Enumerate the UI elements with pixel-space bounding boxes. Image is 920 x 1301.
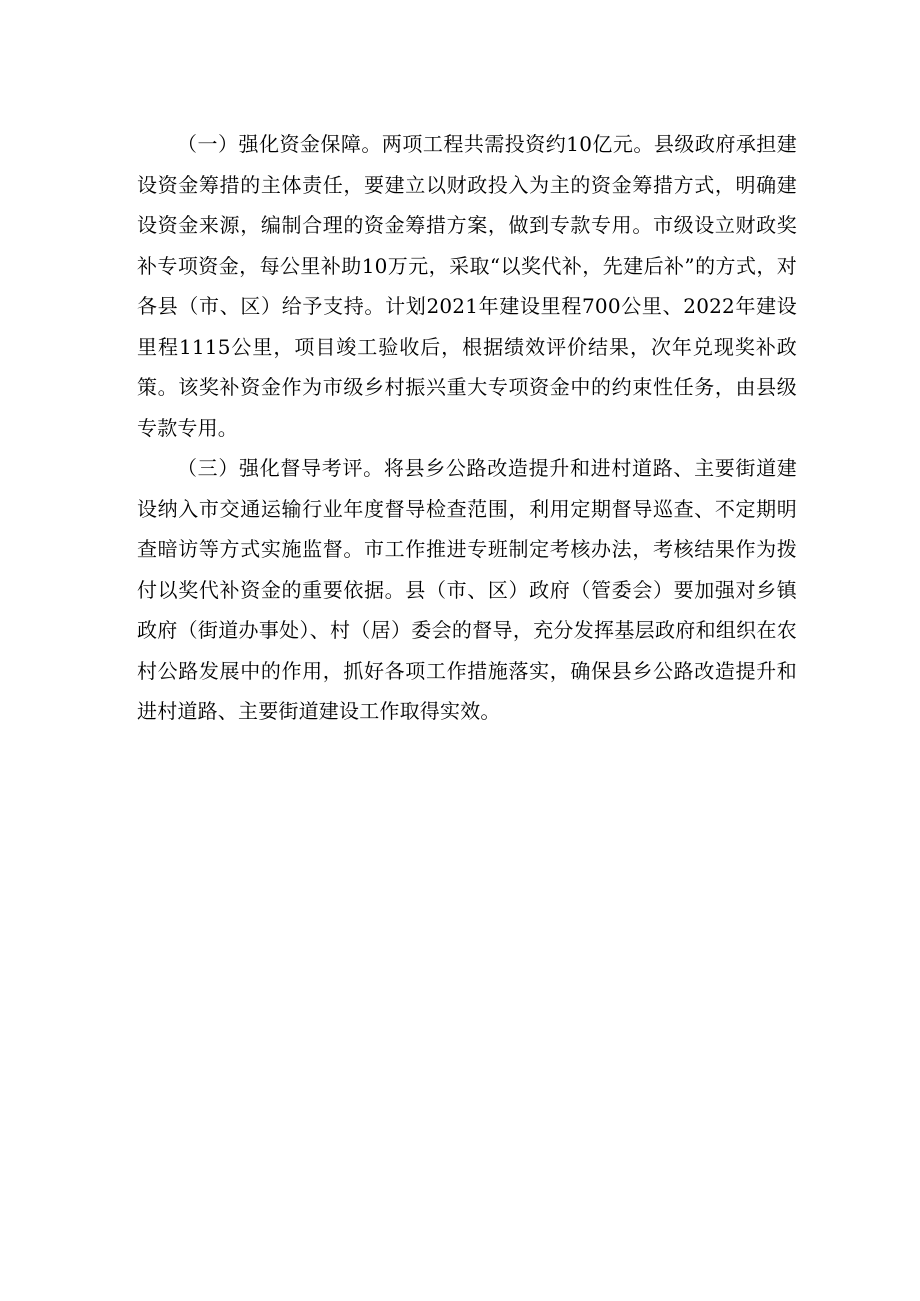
paragraph-supervision-evaluation: （三）强化督导考评。将县乡公路改造提升和进村道路、主要街道建设纳入市交通运输行业年度督导检查范围，利用定期督导巡查、不定期明查暗访等方式实施监督。市工作推进专班制定考核办法，考核结果作为拨付以奖代补资金的重要依据。县（市、区）政府（管委会）要加强对乡镇政府（街道办事处）、村（居）委会的督导，充分发挥基层政府和组织在农村公路发展中的作用，抓好各项工作措施落实，确保县乡公路改造提升和进村道路、主要街道建设工作取得实效。 (137, 456, 797, 723)
paragraph-funding-guarantee: （一）强化资金保障。两项工程共需投资约10亿元。县级政府承担建设资金筹措的主体责任，要建立以财政投入为主的资金筹措方式，明确建设资金来源，编制合理的资金筹措方案，做到专款专用。市级设立财政奖补专项资金，每公里补助10万元，采取“以奖代补，先建后补”的方式，对各县（市、区）给予支持。计划2021年建设里程700公里、2022年建设里程1115公里，项目竣工验收后，根据绩效评价结果，次年兑现奖补政策。该奖补资金作为市级乡村振兴重大专项资金中的约束性任务，由县级专款专用。 (137, 132, 797, 440)
document-body (137, 124, 797, 732)
